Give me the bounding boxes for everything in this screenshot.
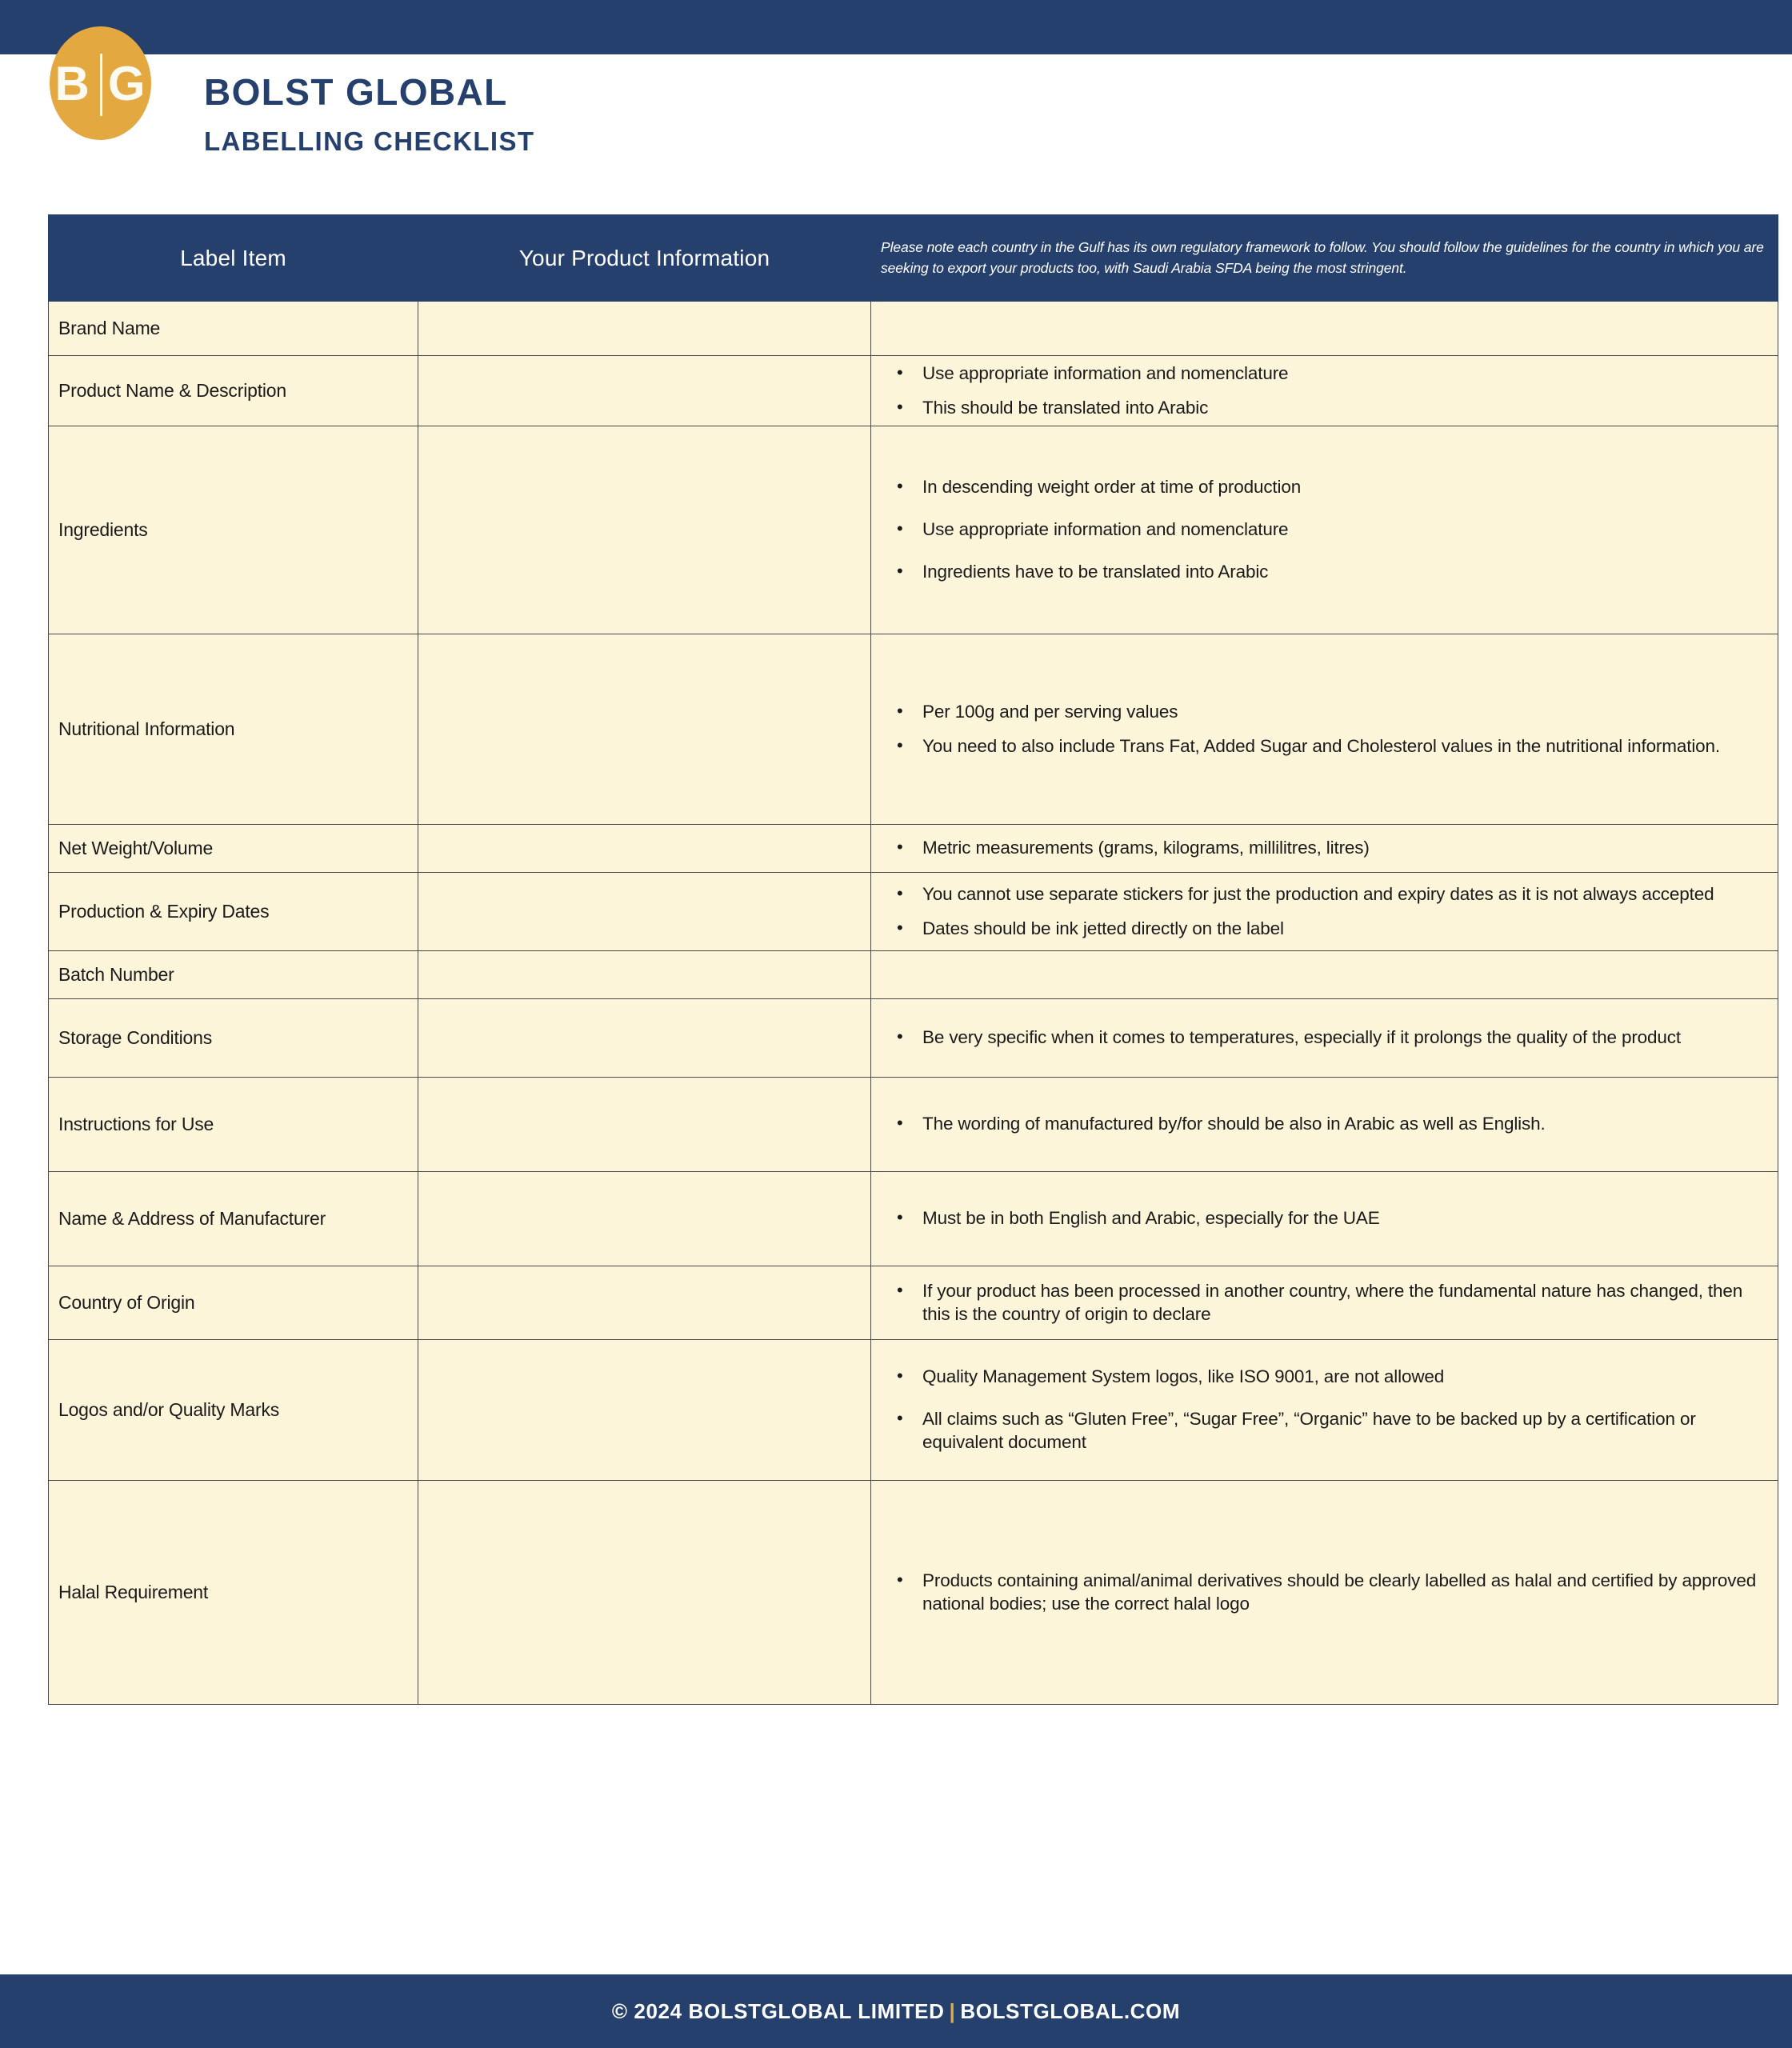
guidance-notes-cell: [871, 825, 1778, 873]
product-information-input-cell[interactable]: [418, 1172, 871, 1266]
footer-separator: |: [949, 1998, 956, 2023]
label-item-cell: Logos and/or Quality Marks: [49, 1340, 418, 1481]
guidance-note-item: • Use appropriate information and nomenclature: [894, 362, 1758, 386]
guidance-notes-cell: [871, 1340, 1778, 1481]
table-row: [49, 356, 1778, 426]
guidance-note-list: [894, 1280, 1758, 1326]
guidance-note-item: • Be very specific when it comes to temperatures, especially if it prolongs the quality of the product: [894, 1026, 1758, 1050]
product-information-input-cell[interactable]: [418, 634, 871, 825]
guidance-note-item: • You cannot use separate stickers for just the production and expiry dates as it is not always accepted: [894, 883, 1758, 906]
guidance-note-item: • Ingredients have to be translated into Arabic: [894, 561, 1758, 584]
guidance-notes-cell: [871, 951, 1778, 999]
table-header-row: [49, 215, 1778, 302]
brand-block: [204, 71, 535, 156]
page-subtitle: LABELLING CHECKLIST: [204, 126, 535, 156]
label-item-cell: Country of Origin: [49, 1266, 418, 1340]
guidance-notes-cell: [871, 1078, 1778, 1172]
product-information-input-cell[interactable]: [418, 1266, 871, 1340]
column-header-label-item: Label Item: [49, 215, 418, 302]
guidance-note-list: [894, 362, 1758, 420]
label-item-cell: Ingredients: [49, 426, 418, 634]
masthead: [0, 0, 1792, 186]
table-row: [49, 1266, 1778, 1340]
guidance-note-list: [894, 883, 1758, 941]
table-row: [49, 1172, 1778, 1266]
guidance-note-list: [894, 837, 1758, 860]
table-row: [49, 999, 1778, 1078]
label-item-cell: Product Name & Description: [49, 356, 418, 426]
guidance-notes-cell: [871, 302, 1778, 356]
logo-letter-g: G: [107, 56, 146, 110]
product-information-input-cell[interactable]: [418, 873, 871, 951]
table-row: [49, 825, 1778, 873]
label-item-cell: Nutritional Information: [49, 634, 418, 825]
page-title: BOLST GLOBAL: [204, 71, 508, 113]
guidance-note-list: [894, 1570, 1758, 1616]
logo-divider: [100, 54, 102, 116]
table-row: [49, 951, 1778, 999]
table-body: [49, 302, 1778, 1705]
product-information-input-cell[interactable]: [418, 825, 871, 873]
guidance-note-list: [894, 1026, 1758, 1050]
label-item-cell: Instructions for Use: [49, 1078, 418, 1172]
product-information-input-cell[interactable]: [418, 1481, 871, 1705]
guidance-note-item: • This should be translated into Arabic: [894, 397, 1758, 420]
guidance-note-item: • All claims such as “Gluten Free”, “Sugar Free”, “Organic” have to be backed up by a certification or equivalent document: [894, 1408, 1758, 1454]
table-row: [49, 1078, 1778, 1172]
column-header-regulatory-note: Please note each country in the Gulf has its own regulatory framework to follow. You should follow the guidelines for the country in which you are seeking to export your products too, with Saudi Arabia SFDA being the most stringent.: [871, 215, 1778, 302]
label-item-cell: Batch Number: [49, 951, 418, 999]
label-item-cell: Halal Requirement: [49, 1481, 418, 1705]
guidance-note-item: • Use appropriate information and nomenclature: [894, 518, 1758, 542]
guidance-note-list: [894, 701, 1758, 758]
guidance-notes-cell: [871, 873, 1778, 951]
label-item-cell: Net Weight/Volume: [49, 825, 418, 873]
guidance-note-list: [894, 1366, 1758, 1454]
guidance-notes-cell: [871, 999, 1778, 1078]
guidance-notes-cell: [871, 356, 1778, 426]
product-information-input-cell[interactable]: [418, 302, 871, 356]
guidance-notes-cell: [871, 634, 1778, 825]
guidance-notes-cell: [871, 1481, 1778, 1705]
table-header: [49, 215, 1778, 302]
labelling-checklist-table: [48, 214, 1778, 1705]
guidance-note-item: • If your product has been processed in another country, where the fundamental nature has changed, then this is the country of origin to declare: [894, 1280, 1758, 1326]
guidance-notes-cell: [871, 1172, 1778, 1266]
product-information-input-cell[interactable]: [418, 951, 871, 999]
label-item-cell: Name & Address of Manufacturer: [49, 1172, 418, 1266]
guidance-note-item: • In descending weight order at time of production: [894, 476, 1758, 499]
table-row: [49, 302, 1778, 356]
product-information-input-cell[interactable]: [418, 999, 871, 1078]
label-item-cell: Brand Name: [49, 302, 418, 356]
logo-letter-b: B: [54, 56, 90, 110]
guidance-notes-cell: [871, 426, 1778, 634]
product-information-input-cell[interactable]: [418, 426, 871, 634]
product-information-input-cell[interactable]: [418, 356, 871, 426]
column-header-your-product-information: Your Product Information: [418, 215, 871, 302]
guidance-note-list: [894, 476, 1758, 583]
table-row: [49, 634, 1778, 825]
guidance-note-list: [894, 1207, 1758, 1230]
guidance-note-item: • You need to also include Trans Fat, Added Sugar and Cholesterol values in the nutritional information.: [894, 735, 1758, 758]
guidance-notes-cell: [871, 1266, 1778, 1340]
guidance-note-item: • Dates should be ink jetted directly on the label: [894, 918, 1758, 941]
guidance-note-item: • Products containing animal/animal derivatives should be clearly labelled as halal and certified by approved national bodies; use the correct halal logo: [894, 1570, 1758, 1616]
guidance-note-item: • Quality Management System logos, like ISO 9001, are not allowed: [894, 1366, 1758, 1389]
guidance-note-list: [894, 1113, 1758, 1136]
guidance-note-item: • Per 100g and per serving values: [894, 701, 1758, 724]
table-row: [49, 426, 1778, 634]
bolst-global-logo: [50, 26, 151, 140]
footer-text: [612, 1999, 1180, 2024]
guidance-note-item: • The wording of manufactured by/for should be also in Arabic as well as English.: [894, 1113, 1758, 1136]
footer-copyright: © 2024 BOLSTGLOBAL LIMITED: [611, 1998, 945, 2023]
table-row: [49, 1481, 1778, 1705]
label-item-cell: Storage Conditions: [49, 999, 418, 1078]
footer-website[interactable]: BOLSTGLOBAL.COM: [960, 1998, 1181, 2023]
product-information-input-cell[interactable]: [418, 1078, 871, 1172]
table-row: [49, 873, 1778, 951]
product-information-input-cell[interactable]: [418, 1340, 871, 1481]
label-item-cell: Production & Expiry Dates: [49, 873, 418, 951]
footer-band: [0, 1974, 1792, 2048]
guidance-note-item: • Must be in both English and Arabic, especially for the UAE: [894, 1207, 1758, 1230]
table-row: [49, 1340, 1778, 1481]
guidance-note-item: • Metric measurements (grams, kilograms, millilitres, litres): [894, 837, 1758, 860]
